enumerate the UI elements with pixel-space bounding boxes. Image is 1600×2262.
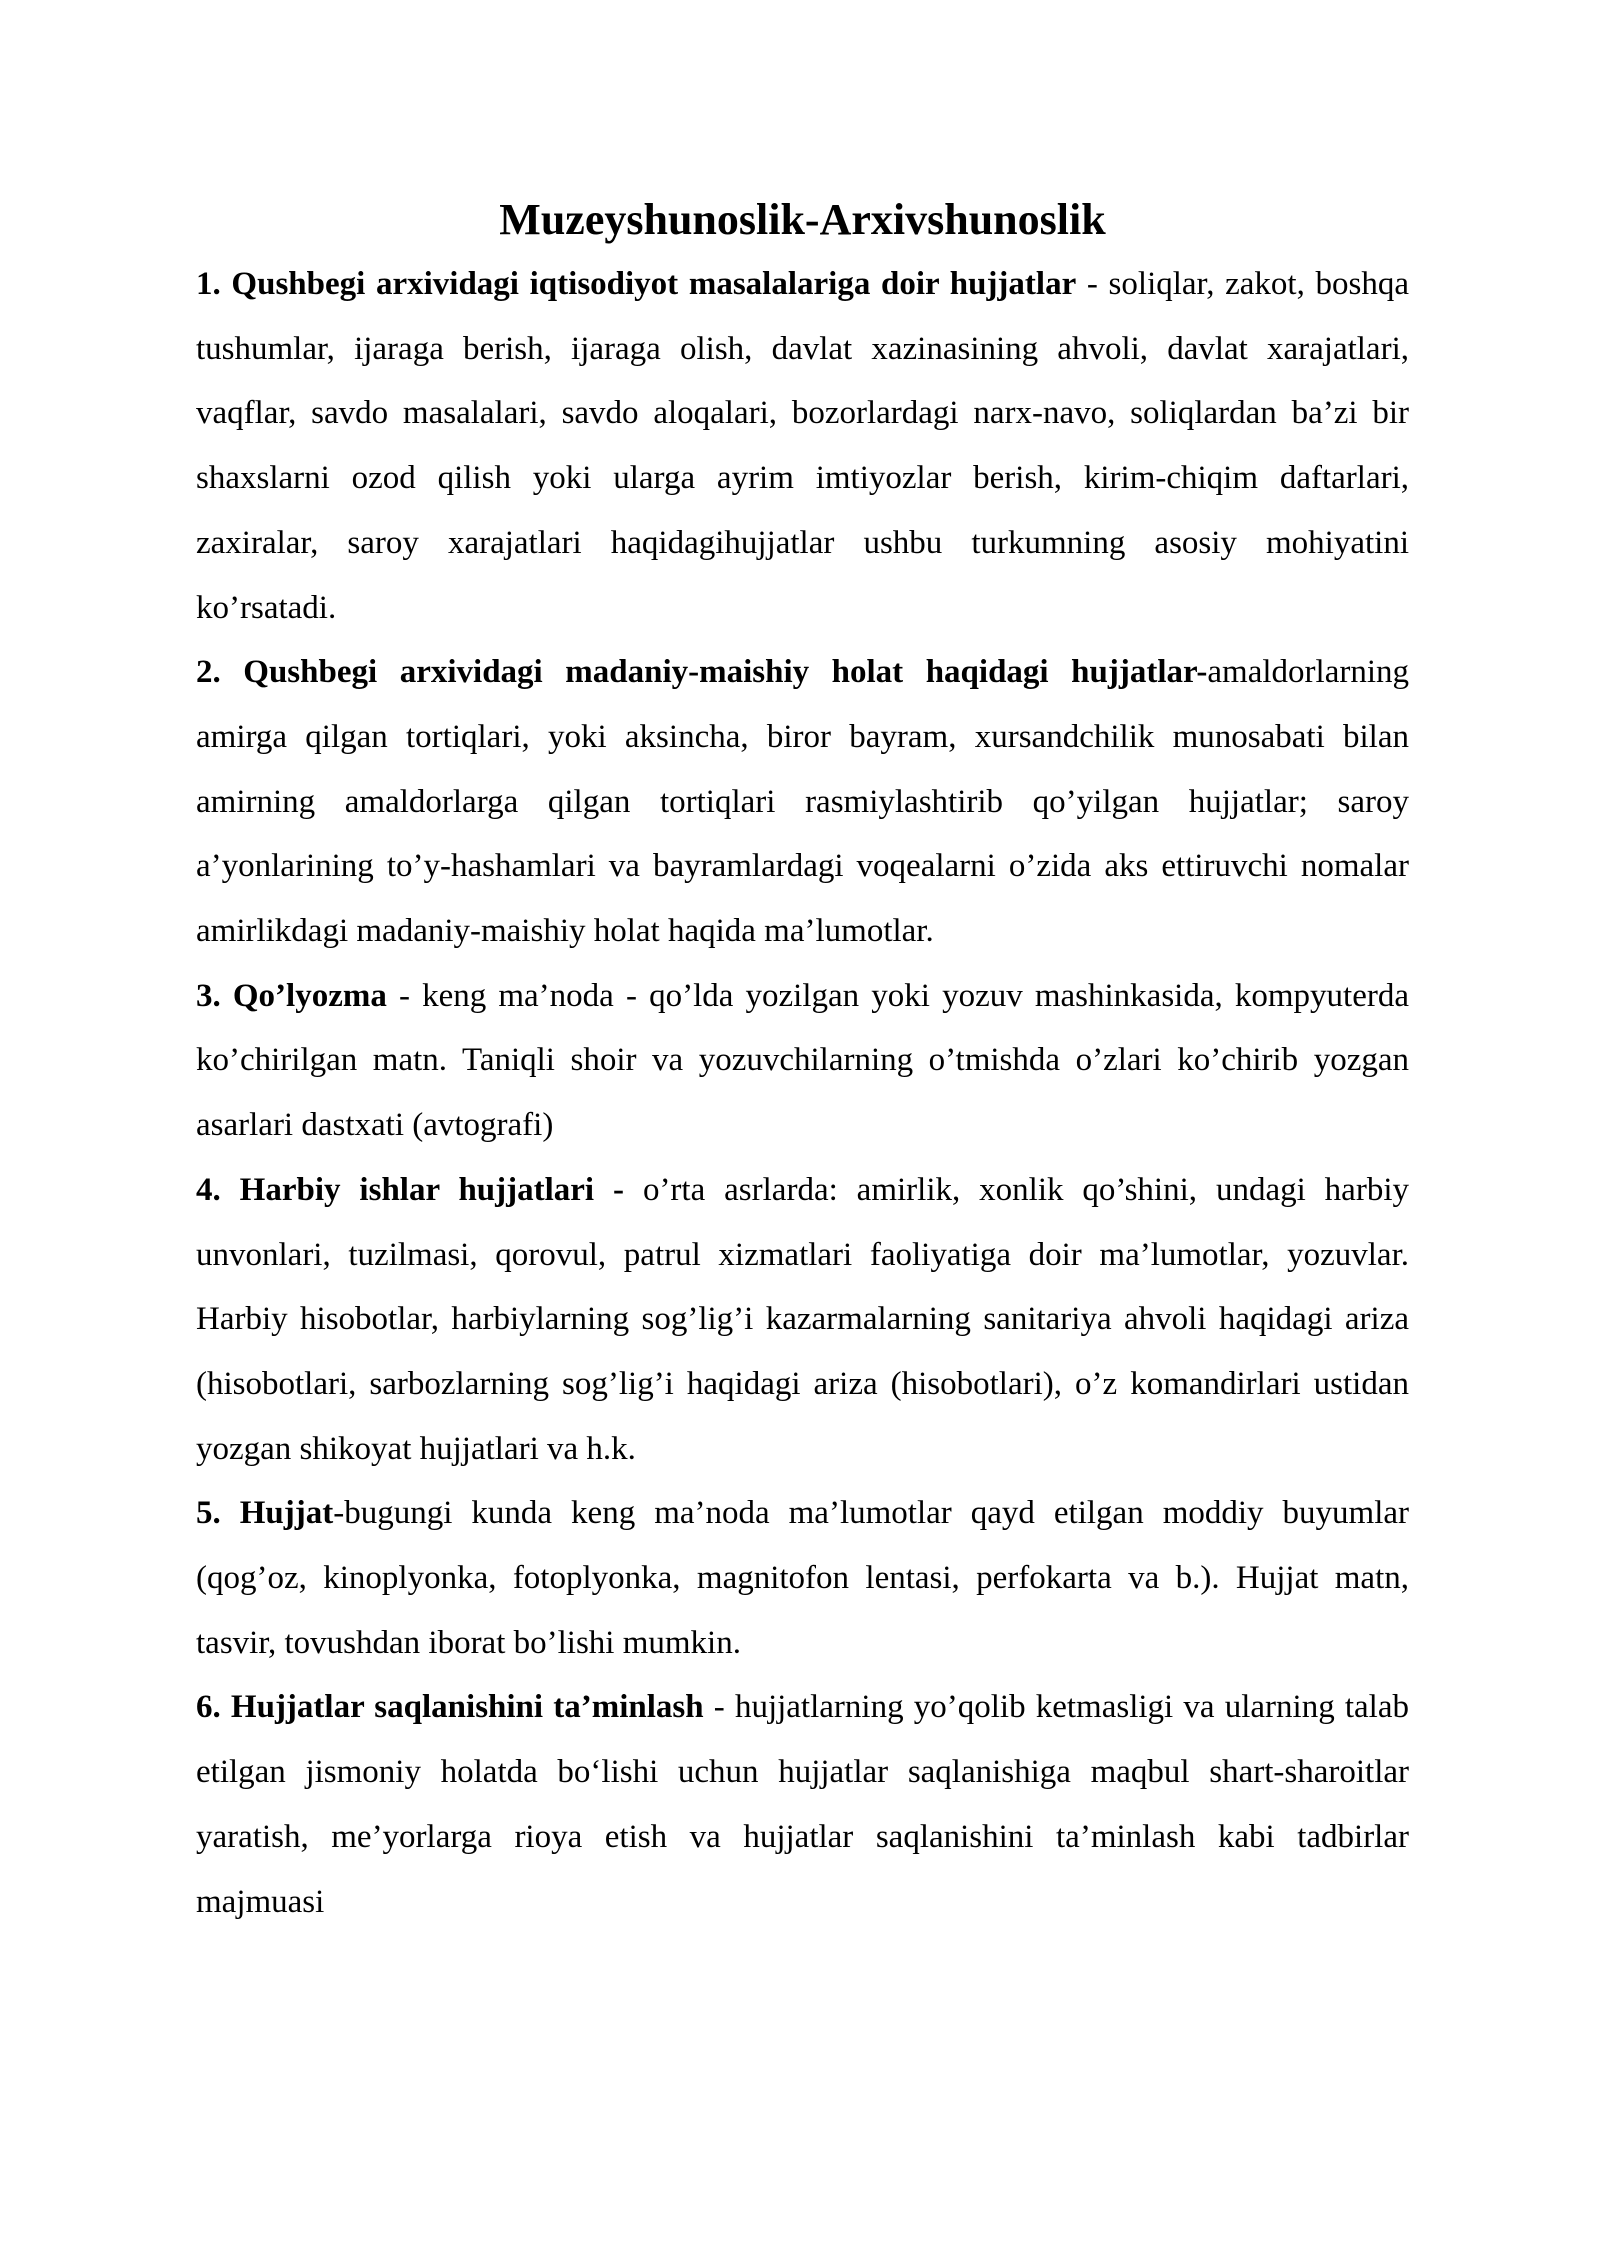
glossary-entry-1 [196, 252, 1409, 640]
entry-term: 5. Hujjat [196, 1495, 334, 1532]
glossary-entry-3 [196, 964, 1409, 1158]
glossary-entry-2 [196, 640, 1409, 964]
glossary-entry-6 [196, 1675, 1409, 1934]
entry-term: 1. Qushbegi arxividagi iqtisodiyot masalalariga doir hujjatlar [196, 266, 1077, 302]
entry-definition: - hujjatlarning yo’qolib ketmasligi va ularning talab etilgan jismoniy holatda bo‘lishi uchun hujjatlar saqlanishiga maqbul shart-sharoitlar yaratish, me’yorlarga rioya etish va hujjatlar saqlanishini ta’minlash kabi tadbirlar majmuasi [196, 1689, 1409, 1920]
entry-definition: - keng ma’noda - qo’lda yozilgan yoki yozuv mashinkasida, kompyuterda ko’chirilgan matn. Taniqli shoir va yozuvchilarning o’tmishda o’zlari ko’chirib yozgan asarlari dastxati (avtografi) [196, 977, 1409, 1144]
entry-term: 4. Harbiy ishlar hujjatlari - [196, 1171, 625, 1208]
entry-term: 3. Qo’lyozma [196, 977, 387, 1014]
entry-term: 2. Qushbegi arxividagi madaniy-maishiy holat haqidagi hujjatlar- [196, 654, 1208, 691]
entry-definition: amaldorlarning amirga qilgan tortiqlari, yoki aksincha, biror bayram, xursandchilik munosabati bilan amirning amaldorlarga qilgan tortiqlari rasmiylashtirib qo’yilgan hujjatlar; saroy a’yonlarining to’y-hashamlari va bayramlardagi voqealarni o’zida aks ettiruvchi nomalar amirlikdagi madaniy-maishiy holat haqida ma’lumotlar. [196, 654, 1409, 950]
glossary-entry-5 [196, 1481, 1409, 1675]
entry-definition: o’rta asrlarda: amirlik, xonlik qo’shini, undagi harbiy unvonlari, tuzilmasi, qorovul, patrul xizmatlari faoliyatiga doir ma’lumotlar, yozuvlar. Harbiy hisobotlar, harbiylarning sog’lig’i kazarmalarning sanitariya ahvoli haqidagi ariza (hisobotlari, sarbozlarning sog’lig’i haqidagi ariza (hisobotlari), o’z komandirlari ustidan yozgan shikoyat hujjatlari va h.k. [196, 1171, 1409, 1467]
glossary-entry-4 [196, 1158, 1409, 1482]
document-title: Muzeyshunoslik-Arxivshunoslik [499, 195, 1106, 244]
entry-term: 6. Hujjatlar saqlanishini ta’minlash [196, 1689, 704, 1726]
entry-definition: - soliqlar, zakot, boshqa tushumlar, ijaraga berish, ijaraga olish, davlat xazinasining ahvoli, davlat xarajatlari, vaqflar, savdo masalalari, savdo aloqalari, bozorlardagi narx-navo, soliqlardan ba’zi bir shaxslarni ozod qilish yoki ularga ayrim imtiyozlar berish, kirim-chiqim daftarlari, zaxiralar, saroy xarajatlari haqidagihujjatlar ushbu turkumning asosiy mohiyatini ko’rsatadi. [196, 266, 1410, 626]
document-body [196, 192, 1409, 1934]
entry-definition: -bugungi kunda keng ma’noda ma’lumotlar qayd etilgan moddiy buyumlar (qog’oz, kinoplyonka, fotoplyonka, magnitofon lentasi, perfokarta va b.). Hujjat matn, tasvir, tovushdan iborat bo’lishi mumkin. [196, 1495, 1409, 1661]
